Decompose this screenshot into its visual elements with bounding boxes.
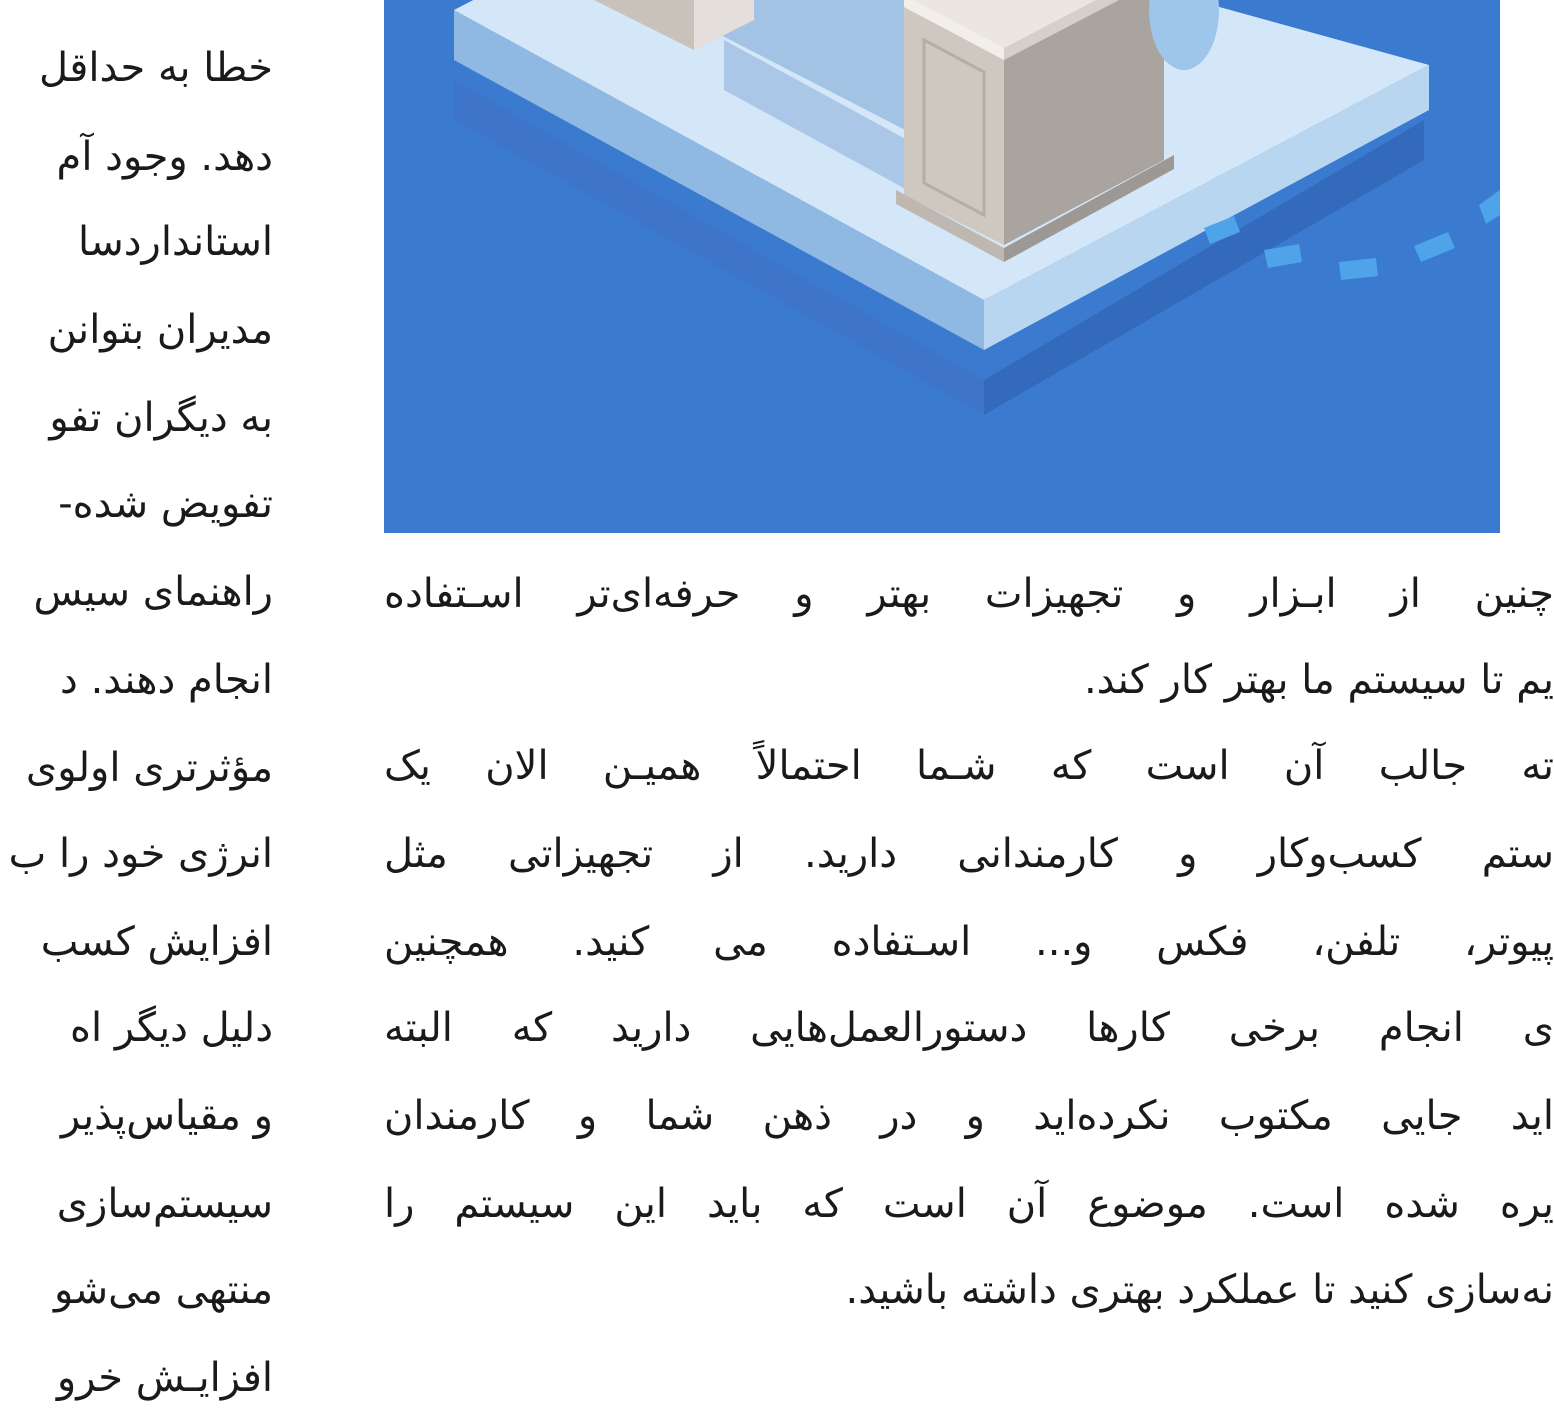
left-line-13: و مقیاس‌پذیر <box>60 1093 273 1139</box>
left-line-3: استانداردسا <box>78 219 273 265</box>
building-platform-illustration <box>384 0 1500 533</box>
left-line-5: به دیگران تفو <box>49 395 273 441</box>
left-text-column <box>0 0 275 1411</box>
left-line-12: دلیل دیگر اه <box>70 1005 273 1051</box>
main-line-9: نه‌سازی کنید تا عملکرد بهتری داشته باشید. <box>845 1267 1554 1313</box>
left-line-16: افزایـش خرو <box>56 1355 273 1401</box>
left-line-6: تفویض شده- <box>58 481 273 527</box>
main-line-4: ستم کسب‌وکار و کارمندانی دارید. از تجهیزاتی مثل <box>384 831 1554 877</box>
left-line-1: خطا به حداقل <box>39 45 273 91</box>
left-line-7: راهنمای سیس <box>33 569 273 615</box>
left-line-4: مدیران بتوانن <box>47 307 273 353</box>
main-line-1: چنین از ابـزار و تجهیزات بهتر و حرفه‌ای‌تر اسـتفاده <box>384 571 1554 617</box>
main-line-5: پیوتر، تلفن، فکس و... اسـتفاده می کنید. همچنین <box>384 919 1554 965</box>
main-line-2: یم تا سیستم ما بهتر کار کند. <box>1083 657 1554 703</box>
left-line-9: مؤثرتری اولوی <box>25 745 273 791</box>
left-line-2: دهد. وجود آم <box>56 134 273 180</box>
building-platform-icon <box>384 0 1500 533</box>
main-line-7: اید جایی مکتوب نکرده‌اید و در ذهن شما و کارمندان <box>384 1093 1554 1139</box>
left-line-11: افزایش کسب <box>40 919 273 965</box>
left-line-8: انجام دهند. د <box>60 657 273 703</box>
left-line-15: منتهی می‌شو <box>53 1267 273 1313</box>
left-line-10: انرژی خود را ب <box>8 831 273 877</box>
main-line-6: ی انجام برخی کارها دستورالعمل‌هایی دارید که البته <box>384 1005 1554 1051</box>
left-line-14: سیستم‌سازی <box>56 1181 273 1227</box>
main-line-3: ته جالب آن است که شـما احتمالاً همیـن الان یک <box>384 743 1554 789</box>
main-line-8: یره شده است. موضوع آن است که باید این سیستم را <box>384 1181 1554 1227</box>
main-text-column <box>384 540 1554 1411</box>
